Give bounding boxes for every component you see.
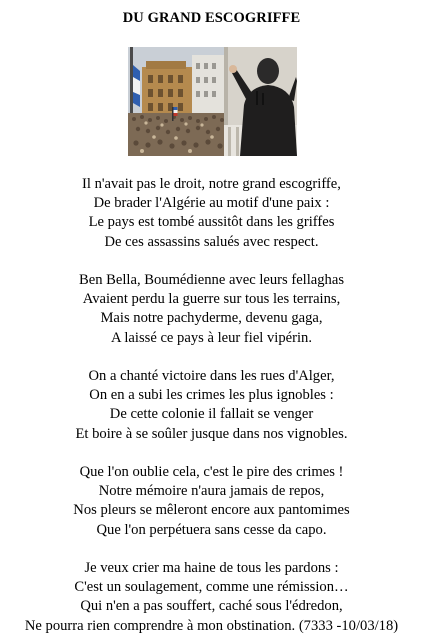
stanza-4: [0, 463, 423, 540]
verse-line: Ne pourra rien comprendre à mon obstination. (7333 -10/03/18): [24, 617, 399, 634]
verse-line: Que l'on perpétuera sans cesse da capo.: [96, 521, 327, 538]
verse-line: Avaient perdu la guerre sur tous les terrains,: [82, 291, 341, 308]
verse-line: Mais notre pachyderme, devenu gaga,: [100, 310, 323, 327]
verse-line: Il n'avait pas le droit, notre grand escogriffe,: [82, 176, 341, 192]
verse-line: Nos pleurs se mêleront encore aux pantomimes: [73, 502, 350, 519]
poem-title: DU GRAND ESCOGRIFFE: [122, 10, 301, 26]
verse-line: Je veux crier ma haine de tous les pardons :: [84, 560, 339, 576]
verse-line: De brader l'Algérie au motif d'une paix :: [93, 195, 330, 212]
verse-line: Qui n'en a pas souffert, caché sous l'édredon,: [80, 598, 343, 615]
verse-line: De ces assassins salués avec respect.: [104, 233, 319, 250]
verse-line: C'est un soulagement, comme une rémission…: [74, 579, 349, 596]
stanza-1: [0, 175, 423, 252]
stanza-2: [0, 271, 423, 348]
poem-body: [0, 175, 423, 636]
verse-line: Notre mémoire n'aura jamais de repos,: [98, 483, 325, 500]
verse-line: Que l'on oublie cela, c'est le pire des crimes !: [79, 464, 344, 480]
verse-line: On en a subi les crimes les plus ignobles :: [89, 387, 334, 404]
verse-line: On a chanté victoire dans les rues d'Alger,: [88, 368, 335, 384]
verse-line: Le pays est tombé aussitôt dans les griffes: [88, 214, 335, 231]
verse-line: Ben Bella, Boumédienne avec leurs fellaghas: [78, 272, 345, 288]
verse-line: De cette colonie il fallait se venger: [109, 406, 314, 423]
crowd-balcony-photo: [128, 47, 297, 156]
verse-line: A laissé ce pays à leur fiel vipérin.: [111, 329, 312, 346]
verse-line: Et boire à se soûler jusque dans nos vignobles.: [75, 425, 348, 442]
stanza-5: [0, 559, 423, 636]
stanza-3: [0, 367, 423, 444]
